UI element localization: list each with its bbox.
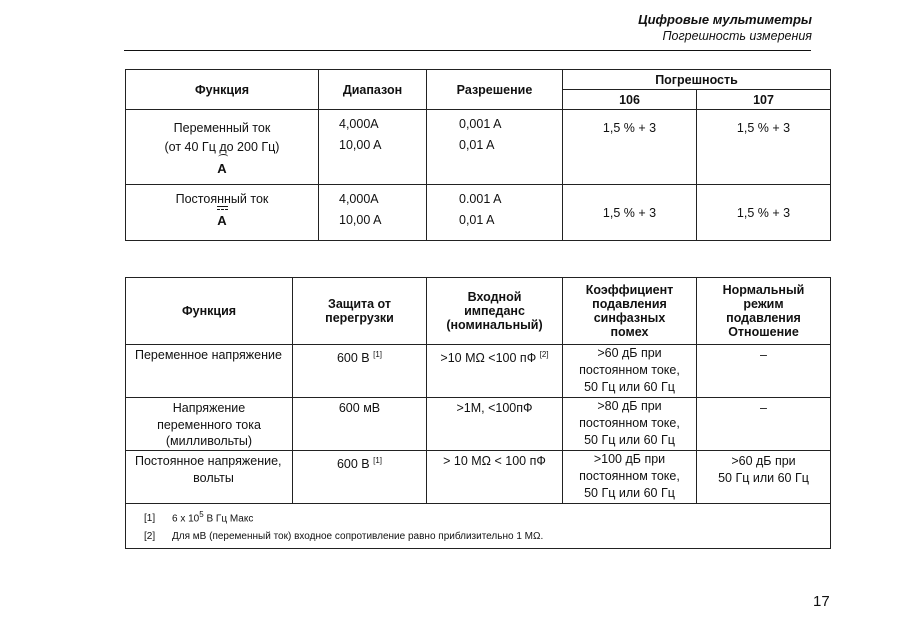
ac-current-icon: A (217, 161, 227, 176)
col-header-model-107: 107 (697, 90, 831, 110)
cmrr-line: постоянном токе, (579, 363, 680, 377)
page-number: 17 (813, 593, 830, 610)
nmrr-cell (697, 451, 831, 504)
function-cell (126, 345, 293, 398)
footnote-text: В Гц Макс (203, 513, 254, 525)
col-header-accuracy: Погрешность (563, 70, 831, 90)
table-row (126, 185, 831, 241)
accuracy-107-cell: 1,5 % + 3 (697, 110, 831, 185)
protection-value: 600 В (336, 351, 370, 366)
resolution-cell (427, 110, 563, 185)
range-value: 4,000A (339, 117, 379, 131)
range-value: 10,00 A (339, 138, 382, 152)
col-header-resolution: Разрешение (427, 70, 563, 110)
table-row (126, 345, 831, 398)
cmrr-line: >100 дБ при (593, 452, 666, 466)
page-header (638, 12, 812, 44)
footnote-text: Для мВ (переменный ток) входное сопротивление равно приблизительно 1 MΩ. (172, 531, 544, 543)
function-cell (126, 398, 293, 451)
impedance-cell (427, 398, 563, 451)
resolution-value: 0,001 A (459, 117, 502, 131)
col-header-nmrr (697, 278, 831, 345)
function-cell (126, 185, 319, 241)
header-line: Входной (467, 290, 522, 304)
cmrr-line: 50 Гц или 60 Гц (584, 433, 675, 447)
function-cell (126, 110, 319, 185)
footnote (144, 528, 830, 546)
table-row (126, 451, 831, 504)
nmrr-line: >60 дБ при (731, 454, 796, 468)
footnote-ref: [1] (373, 456, 383, 465)
nmrr-line: 50 Гц или 60 Гц (718, 470, 809, 485)
cmrr-cell (563, 398, 697, 451)
range-value: 4,000A (339, 192, 379, 206)
nmrr-line: – (760, 348, 767, 362)
cmrr-line: постоянном токе, (579, 469, 680, 483)
impedance-cell (427, 345, 563, 398)
header-line: импеданс (464, 304, 525, 318)
accuracy-106-cell: 1,5 % + 3 (563, 185, 697, 241)
col-header-range: Диапазон (319, 70, 427, 110)
header-line: (номинальный) (446, 318, 543, 332)
function-label: Напряжение (172, 401, 246, 415)
cmrr-cell (563, 345, 697, 398)
impedance-cell (427, 451, 563, 504)
col-header-cmrr (563, 278, 697, 345)
header-title: Цифровые мультиметры (638, 12, 812, 27)
resolution-cell (427, 185, 563, 241)
dc-current-symbol: A (217, 213, 227, 228)
current-accuracy-table (125, 69, 831, 241)
cmrr-line: 50 Гц или 60 Гц (584, 380, 675, 394)
footnote-ref: [1] (373, 350, 383, 359)
header-line: Нормальный (722, 283, 805, 297)
header-line: Коэффициент (585, 283, 674, 297)
footnote-exponent: 5 (199, 510, 204, 519)
footnote-ref: [2] (539, 350, 549, 359)
protection-value: 600 В (336, 457, 370, 472)
cmrr-line: >60 дБ при (597, 346, 662, 360)
voltage-spec-table (125, 277, 831, 549)
accuracy-106-cell: 1,5 % + 3 (563, 110, 697, 185)
header-line: Защита от (327, 297, 391, 311)
dc-current-icon (217, 211, 226, 230)
function-label: Постоянное напряжение, (135, 454, 282, 468)
header-line: подавления (592, 297, 667, 311)
protection-cell (293, 398, 427, 451)
footnotes-cell (126, 504, 831, 549)
header-line: перегрузки (325, 311, 394, 325)
footnote-number: [1] (144, 513, 156, 525)
function-frequency: (от 40 Гц до 200 Гц) (164, 140, 280, 154)
col-header-impedance (427, 278, 563, 345)
resolution-value: 0.001 A (459, 192, 502, 206)
impedance-value: >1M, <100пФ (456, 401, 533, 415)
function-label: (милливольты) (165, 434, 253, 448)
range-value: 10,00 A (339, 213, 382, 227)
cmrr-line: постоянном токе, (579, 416, 680, 430)
nmrr-cell (697, 345, 831, 398)
col-header-protection (293, 278, 427, 345)
function-label: Переменный ток (173, 121, 271, 135)
range-cell (319, 185, 427, 241)
function-label: Постоянный ток (175, 192, 269, 206)
header-rule (124, 50, 811, 51)
accuracy-107-cell: 1,5 % + 3 (697, 185, 831, 241)
table-row (126, 110, 831, 185)
impedance-value: >10 MΩ <100 пФ (440, 351, 537, 366)
cmrr-line: 50 Гц или 60 Гц (584, 486, 675, 500)
footnote-text: 6 x 10 (172, 513, 200, 525)
function-cell (126, 451, 293, 504)
col-header-function: Функция (126, 278, 293, 345)
function-label: переменного тока (157, 417, 261, 432)
resolution-value: 0,01 A (459, 138, 495, 152)
function-label: вольты (193, 470, 234, 485)
function-label: Переменное напряжение (135, 348, 282, 362)
protection-cell (293, 345, 427, 398)
header-line: режим (743, 297, 784, 311)
col-header-function: Функция (126, 70, 319, 110)
header-line: Отношение (728, 325, 799, 339)
impedance-value: > 10 MΩ < 100 пФ (443, 454, 546, 468)
col-header-model-106: 106 (563, 90, 697, 110)
header-line: подавления (726, 311, 801, 325)
nmrr-line: – (760, 401, 767, 415)
header-line: синфазных (593, 311, 666, 325)
header-line: помех (610, 325, 649, 339)
cmrr-cell (563, 451, 697, 504)
footnotes-row (126, 504, 831, 549)
resolution-value: 0,01 A (459, 213, 495, 227)
range-cell (319, 110, 427, 185)
nmrr-cell (697, 398, 831, 451)
table-row (126, 398, 831, 451)
protection-cell (293, 451, 427, 504)
cmrr-line: >80 дБ при (597, 399, 662, 413)
footnote-number: [2] (144, 531, 156, 543)
protection-value: 600 мВ (338, 401, 381, 415)
footnote (144, 506, 830, 528)
header-subtitle: Погрешность измерения (662, 29, 812, 43)
